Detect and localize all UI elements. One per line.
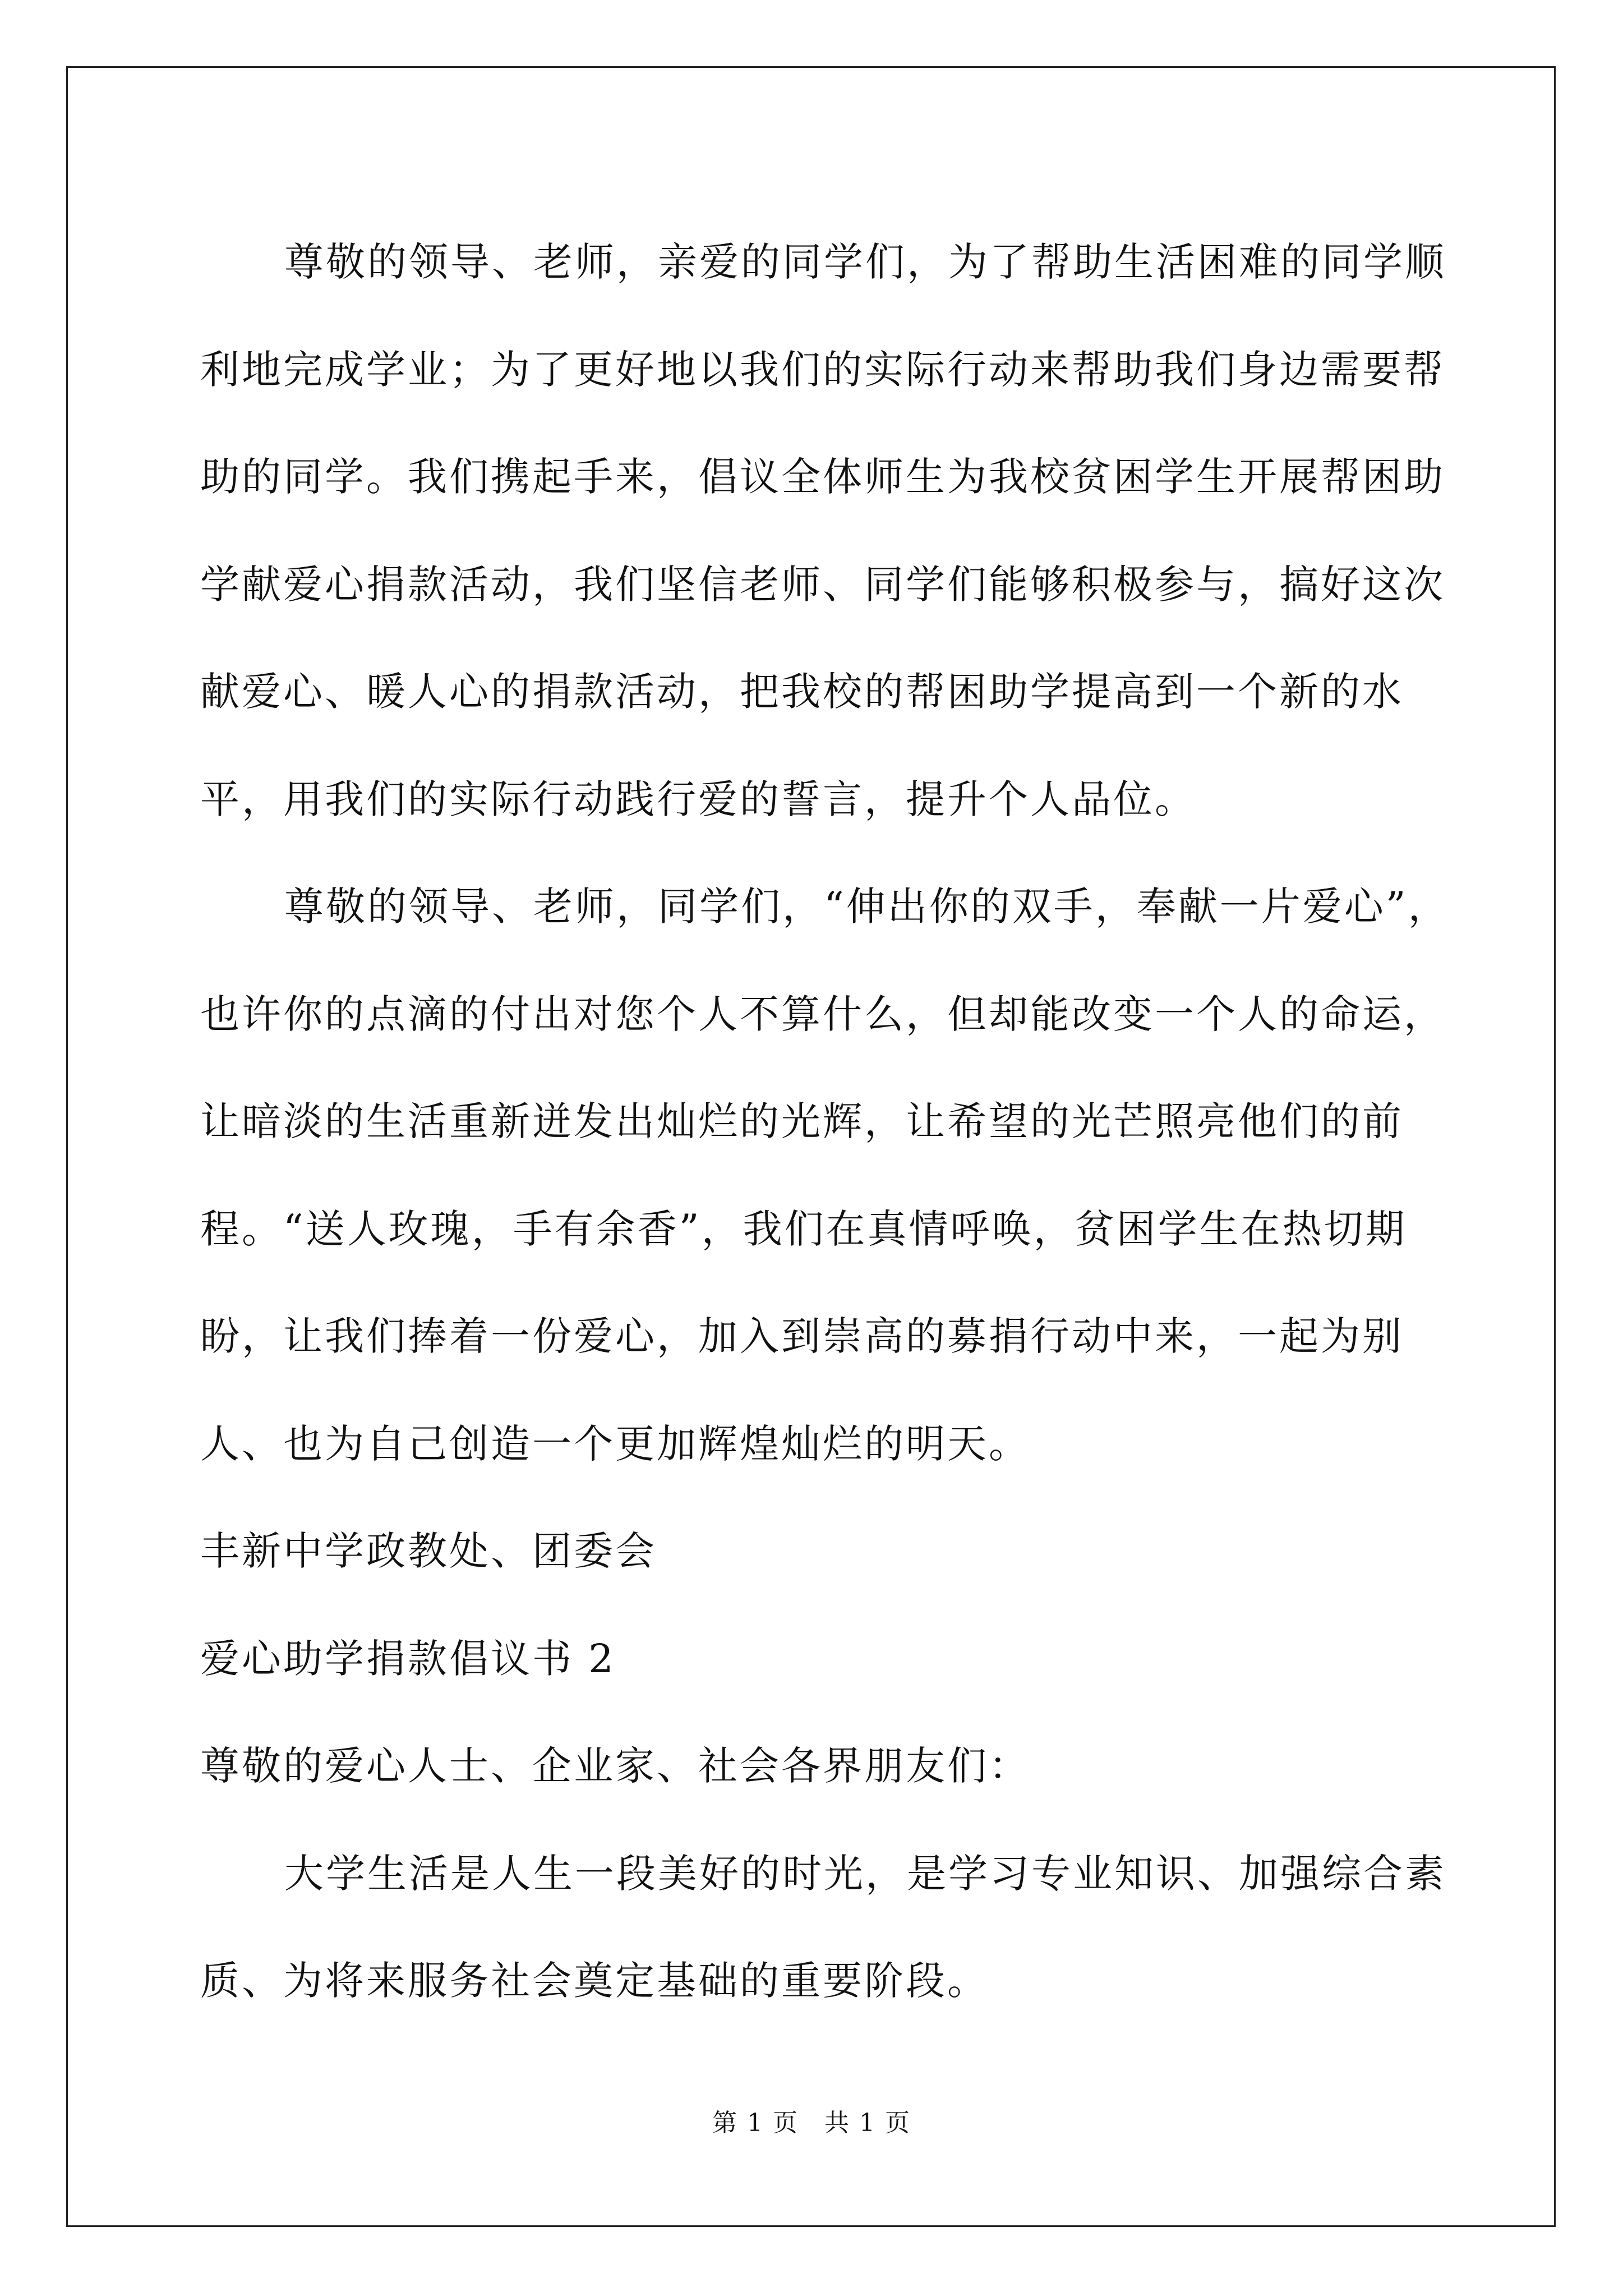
- document-body: [200, 209, 1456, 2035]
- page-footer: 第 1 页 共 1 页: [712, 2109, 911, 2137]
- paragraph-appeal: 尊敬的领导、老师，同学们，“伸出你的双手，奉献一片爱心”，也许你的点滴的付出对您个人不算什么，但却能改变一个人的命运，让暗淡的生活重新迸发出灿烂的光辉，让希望的光芒照亮他们的前程。“送人玫瑰，手有余香”，我们在真情呼唤，贫困学生在热切期盼，让我们捧着一份爱心，加入到崇高的募捐行动中来，一起为别人、也为自己创造一个更加辉煌灿烂的明天。: [200, 884, 1450, 1467]
- document-title: 爱心助学捐款倡议书 2: [200, 1635, 616, 1682]
- paragraph-body: 大学生活是人生一段美好的时光，是学习专业知识、加强综合素质、为将来服务社会奠定基础的重要阶段。: [200, 1850, 1446, 2004]
- paragraph-intro: 尊敬的领导、老师，亲爱的同学们，为了帮助生活困难的同学顺利地完成学业；为了更好地以我们的实际行动来帮助我们身边需要帮助的同学。我们携起手来，倡议全体师生为我校贫困学生开展帮困助学献爱心捐款活动，我们坚信老师、同学们能够积极参与，搞好这次献爱心、暖人心的捐款活动，把我校的帮困助学提高到一个新的水平，用我们的实际行动践行爱的誓言，提升个人品位。: [200, 239, 1446, 822]
- signature-line: 丰新中学政教处、团委会: [200, 1528, 657, 1574]
- salutation: 尊敬的爱心人士、企业家、社会各界朋友们：: [200, 1743, 1030, 1789]
